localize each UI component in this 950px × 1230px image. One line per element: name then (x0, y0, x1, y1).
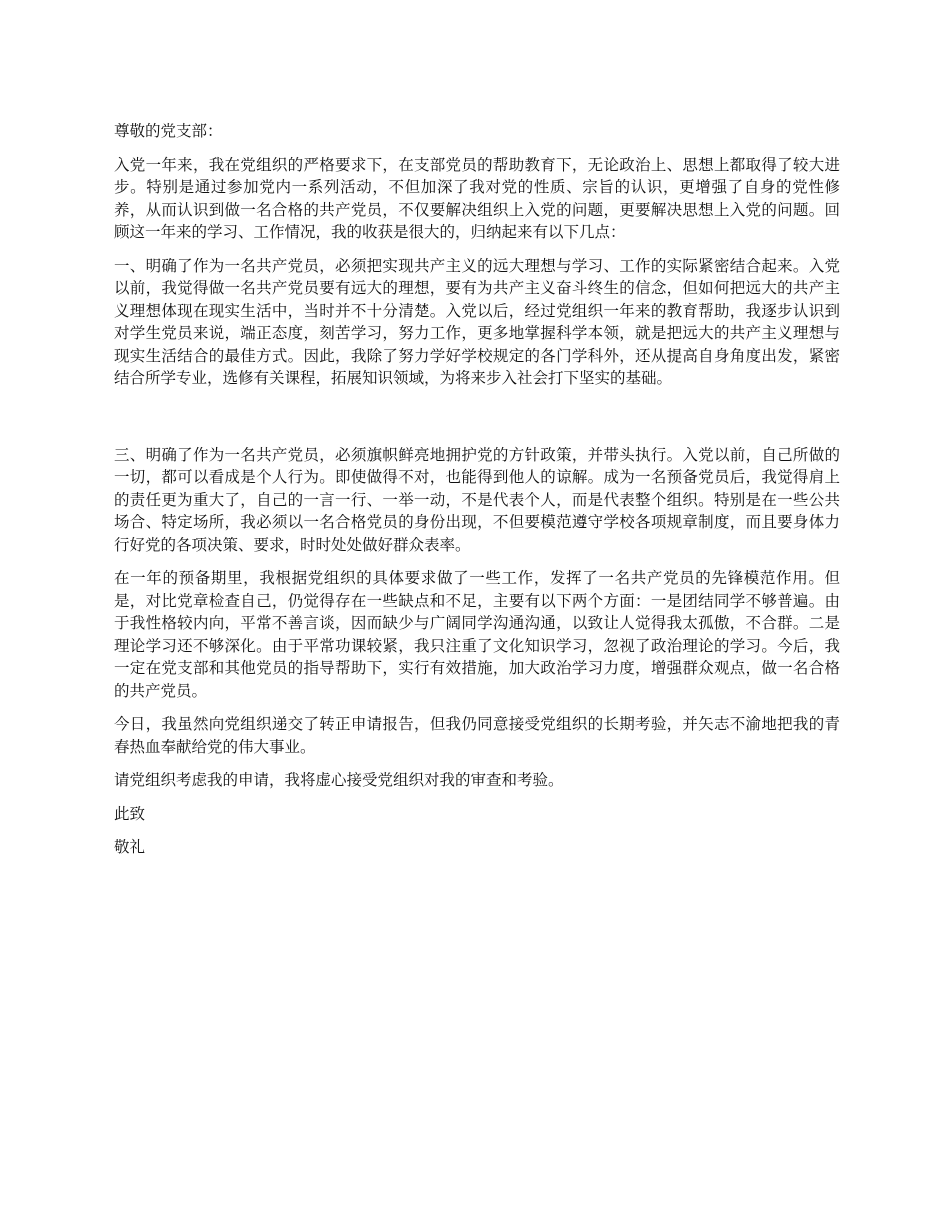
paragraph-point-three: 三、明确了作为一名共产党员，必须旗帜鲜亮地拥护党的方针政策，并带头执行。入党以前，自己所做的一切，都可以看成是个人行为。即使做得不对，也能得到他人的谅解。成为一名预备党员后，我觉得肩上的责任更为重大了，自己的一言一行、一举一动，不是代表个人，而是代表整个组织。特别是在一些公共场合、特定场所，我必须以一名合格党员的身份出现，不但要模范遵守学校各项规章制度，而且要身体力行好党的各项决策、要求，时时处处做好群众表率。 (114, 445, 840, 554)
blank-gap (114, 401, 840, 444)
paragraph-commitment: 今日，我虽然向党组织递交了转正申请报告，但我仍同意接受党组织的长期考验，并矢志不渝地把我的青春热血奉献给党的伟大事业。 (114, 715, 840, 756)
salutation: 尊敬的党支部： (114, 122, 223, 140)
letter-body (114, 120, 840, 870)
closing-line: 此致 (114, 804, 146, 823)
paragraph-point-one: 一、明确了作为一名共产党员，必须把实现共产主义的远大理想与学习、工作的实际紧密结合起来。入党以前，我觉得做一名共产党员要有远大的理想，要有为共产主义奋斗终生的信念，但如何把远大的共产主义理想体现在现实生活中，当时并不十分清楚。入党以后，经过党组织一年来的教育帮助，我逐步认识到对学生党员来说，端正态度，刻苦学习，努力工作，更多地掌握科学本领，就是把远大的共产主义理想与现实生活结合的最佳方式。因此，我除了努力学好学校规定的各门学科外，还从提高自身角度出发，紧密结合所学专业，选修有关课程，拓展知识领域，为将来步入社会打下坚实的基础。 (114, 256, 840, 387)
paragraph-intro: 入党一年来，我在党组织的严格要求下，在支部党员的帮助教育下，无论政治上、思想上都取得了较大进步。特别是通过参加党内一系列活动，不但加深了我对党的性质、宗旨的认识，更增强了自身的党性修养，从而认识到做一名合格的共产党员，不仅要解决组织上入党的问题，更要解决思想上入党的问题。回顾这一年来的学习、工作情况，我的收获是很大的，归纳起来有以下几点： (114, 155, 840, 241)
regards-line: 敬礼 (114, 838, 146, 856)
paragraph-request: 请党组织考虑我的申请，我将虚心接受党组织对我的审查和考验。 (114, 771, 564, 789)
paragraph-self-review: 在一年的预备期里，我根据党组织的具体要求做了一些工作，发挥了一名共产党员的先锋模范作用。但是，对比党章检查自己，仍觉得存在一些缺点和不足，主要有以下两个方面：一是团结同学不够普遍。由于我性格较内向，平常不善言谈，因而缺少与广阔同学沟通沟通，以致让人觉得我太孤傲，不合群。二是理论学习还不够深化。由于平常功课较紧，我只注重了文化知识学习，忽视了政治理论的学习。今后，我一定在党支部和其他党员的指导帮助下，实行有效措施，加大政治学习力度，增强群众观点，做一名合格的共产党员。 (114, 569, 840, 700)
